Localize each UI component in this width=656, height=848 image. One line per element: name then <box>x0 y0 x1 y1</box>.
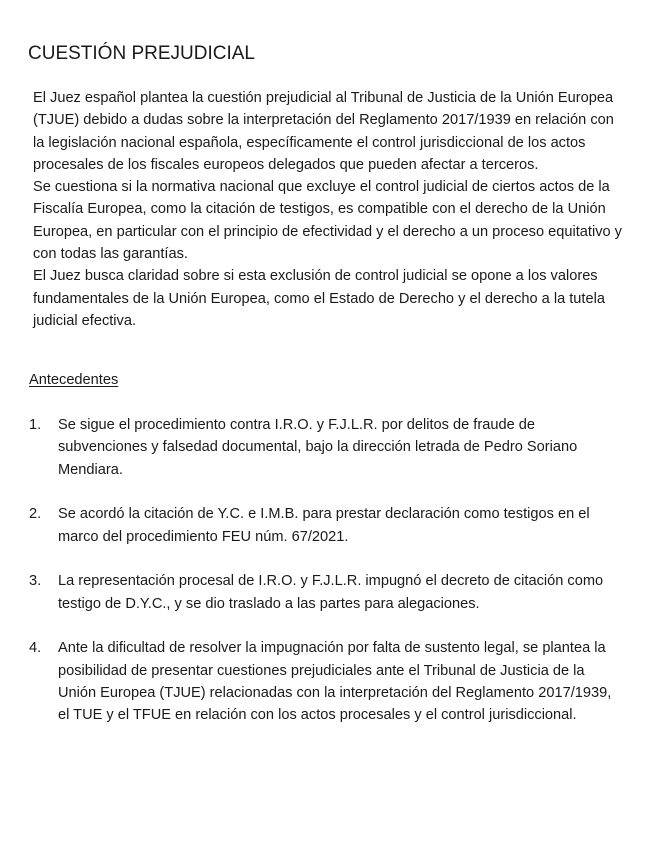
section-heading-antecedentes: Antecedentes <box>29 372 119 388</box>
intro-section <box>33 87 625 332</box>
list-item-text: Se acordó la citación de Y.C. e I.M.B. para prestar declaración como testigos en el marco del procedimiento FEU núm. 67/2021. <box>58 506 590 545</box>
list-item-number: 1. <box>29 417 42 433</box>
list-item-number: 3. <box>29 573 42 590</box>
list-item-text: La representación procesal de I.R.O. y F.J.L.R. impugnó el decreto de citación como testigo de D.Y.C., y se dio traslado a las partes para alegaciones. <box>58 573 604 612</box>
list-item <box>29 570 625 615</box>
list-item-text: Ante la dificultad de resolver la impugnación por falta de sustento legal, se plantea la posibilidad de presentar cuestiones prejudiciales ante el Tribunal de Justicia de la Unión Europea (TJUE) relacionadas con la interpretación del Reglamento 2017/1939, el TUE y el TFUE en relación con los actos procesales y el control jurisdiccional. <box>58 640 612 724</box>
list-item-text: Se sigue el procedimiento contra I.R.O. y F.J.L.R. por delitos de fraude de subvenciones y falsedad documental, bajo la dirección letrada de Pedro Soriano Mendiara. <box>58 417 578 478</box>
document-title: CUESTIÓN PREJUDICIAL <box>28 43 255 64</box>
list-item <box>29 637 625 726</box>
list-item <box>29 414 625 481</box>
intro-paragraph: El Juez busca claridad sobre si esta exclusión de control judicial se opone a los valores fundamentales de la Unión Europea, como el Estado de Derecho y el derecho a la tutela judicial efectiva. <box>33 268 605 329</box>
list-item-number: 4. <box>29 640 42 657</box>
antecedentes-list <box>29 414 625 749</box>
intro-paragraph: Se cuestiona si la normativa nacional que excluye el control judicial de ciertos actos de la Fiscalía Europea, como la citación de testigos, es compatible con el derecho de la Unión Europea, en particular con el principio de efectividad y el derecho a un proceso equitativo y con todas las garantías. <box>33 179 622 263</box>
intro-paragraph: El Juez español plantea la cuestión prejudicial al Tribunal de Justicia de la Unión Europea (TJUE) debido a dudas sobre la interpretación del Reglamento 2017/1939 en relación con la legislación nacional española, específicamente el control jurisdiccional de los actos procesales de los fiscales europeos delegados que pueden afectar a terceros. <box>33 90 614 173</box>
list-item-number: 2. <box>29 506 42 523</box>
list-item <box>29 503 625 548</box>
